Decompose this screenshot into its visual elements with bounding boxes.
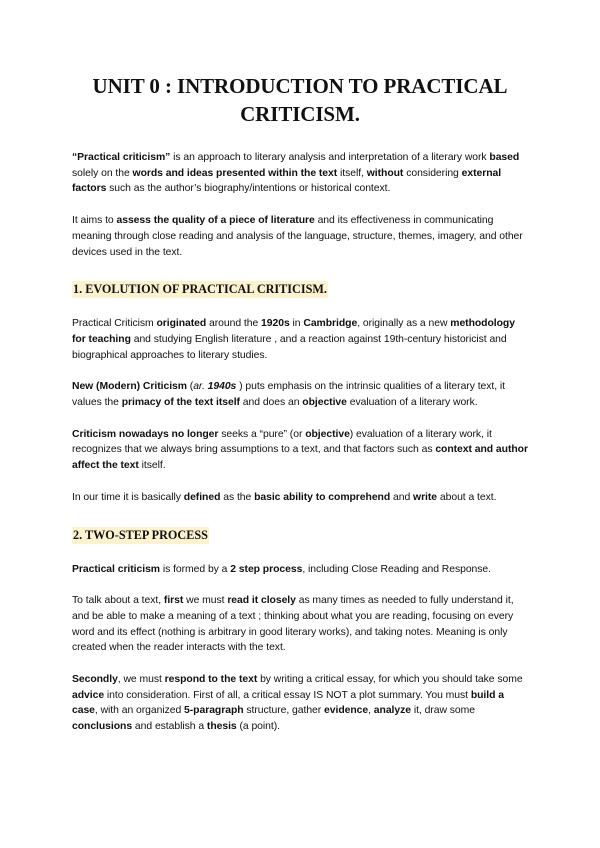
section-2-paragraph-2: To talk about a text, first we must read it closely as many times as needed to fully understand it, and be able to make a meaning of a text ; thinking about what you are reading, focusing on every word and its effect (nothing is arbitrary in good literary works), and taking notes. Meaning is only created when the reader interacts with the text.: [72, 595, 514, 654]
text-run: read it closely: [227, 595, 296, 607]
text-run: words and ideas presented within the text: [132, 167, 338, 179]
section-1-paragraph-2: New (Modern) Criticism (ar. 1940s ) puts emphasis on the intrinsic qualities of a literary text, it values the primacy of the text itself and does an objective evaluation of a literary work.: [72, 381, 506, 409]
text-run: write: [413, 491, 438, 503]
text-run: first: [163, 595, 184, 607]
text-run: 1920s: [261, 318, 290, 330]
text-run: 5-paragraph: [184, 705, 244, 717]
text-run: thesis: [206, 721, 237, 733]
section-2-heading: 2. TWO-STEP PROCESS: [73, 527, 208, 542]
text-run: objective: [302, 397, 347, 409]
text-run: defined: [183, 491, 221, 503]
title-line-1: UNIT 0 : INTRODUCTION TO PRACTICAL: [92, 74, 508, 98]
section-1-paragraph-3: Criticism nowadays no longer seeks a “pure” (or objective) evaluation of a literary work, it recognizes that we always bring assumptions to a text, and that factors such as context and author affect the text itself.: [72, 428, 528, 472]
text-run: analyze: [373, 705, 411, 717]
text-run: respond to the text: [164, 674, 258, 686]
intro-paragraph-2: It aims to assess the quality of a piece of literature and its effectiveness in communicating meaning through close reading and analysis of the language, structure, themes, imagery, and other devices used in the text.: [72, 215, 523, 258]
text-run: conclusions: [72, 721, 133, 733]
section-1-heading: 1. EVOLUTION OF PRACTICAL CRITICISM.: [73, 282, 327, 297]
text-run: 2 step process: [230, 563, 303, 575]
text-run: objective: [305, 428, 350, 440]
text-run: Practical criticism: [72, 563, 160, 575]
text-run: evidence: [324, 705, 369, 717]
section-2-paragraph-1: Practical criticism is formed by a 2 step process, including Close Reading and Response.: [72, 563, 491, 575]
text-run: “Practical criticism”: [72, 152, 171, 163]
section-1-paragraph-4: In our time it is basically defined as the basic ability to comprehend and write about a text.: [72, 491, 497, 503]
title-line-2: CRITICISM.: [240, 102, 360, 126]
text-run: advice: [72, 689, 105, 701]
text-run: ar.: [193, 381, 205, 393]
intro-paragraph-1: “Practical criticism” is an approach to literary analysis and interpretation of a literary work based solely on the words and ideas presented within the text itself, without considering external factors such as the author’s biography/intentions or historical context.: [72, 152, 520, 195]
text-run: basic ability to comprehend: [254, 491, 391, 503]
text-run: assess the quality of a piece of literature: [116, 215, 315, 227]
text-run: primacy of the text itself: [121, 397, 240, 409]
text-run: Secondly: [72, 674, 118, 686]
text-run: originated: [156, 318, 207, 330]
text-run: Cambridge: [303, 318, 358, 330]
document-title: [72, 0, 528, 128]
text-run: without: [366, 167, 404, 179]
text-run: context and author affect the text: [72, 444, 528, 472]
text-run: methodology for teaching: [72, 318, 515, 345]
text-run: external factors: [72, 167, 502, 195]
text-run: based: [489, 152, 520, 163]
text-run: build a case: [72, 689, 504, 717]
section-1-paragraph-1: Practical Criticism originated around the 1920s in Cambridge, originally as a new methodology for teaching and studying English literature , and a reaction against 19th-century historicist and biographical approaches to literary studies.: [72, 318, 515, 361]
text-run: New (Modern) Criticism: [72, 381, 187, 393]
text-run: 1940s: [207, 381, 237, 393]
text-run: Criticism nowadays no longer: [72, 428, 219, 440]
section-2-paragraph-3: Secondly, we must respond to the text by writing a critical essay, for which you should take some advice into consideration. First of all, a critical essay IS NOT a plot summary. You must build a case, with an organized 5-paragraph structure, gather evidence, analyze it, draw some conclusions and establish a thesis (a point).: [72, 674, 523, 733]
